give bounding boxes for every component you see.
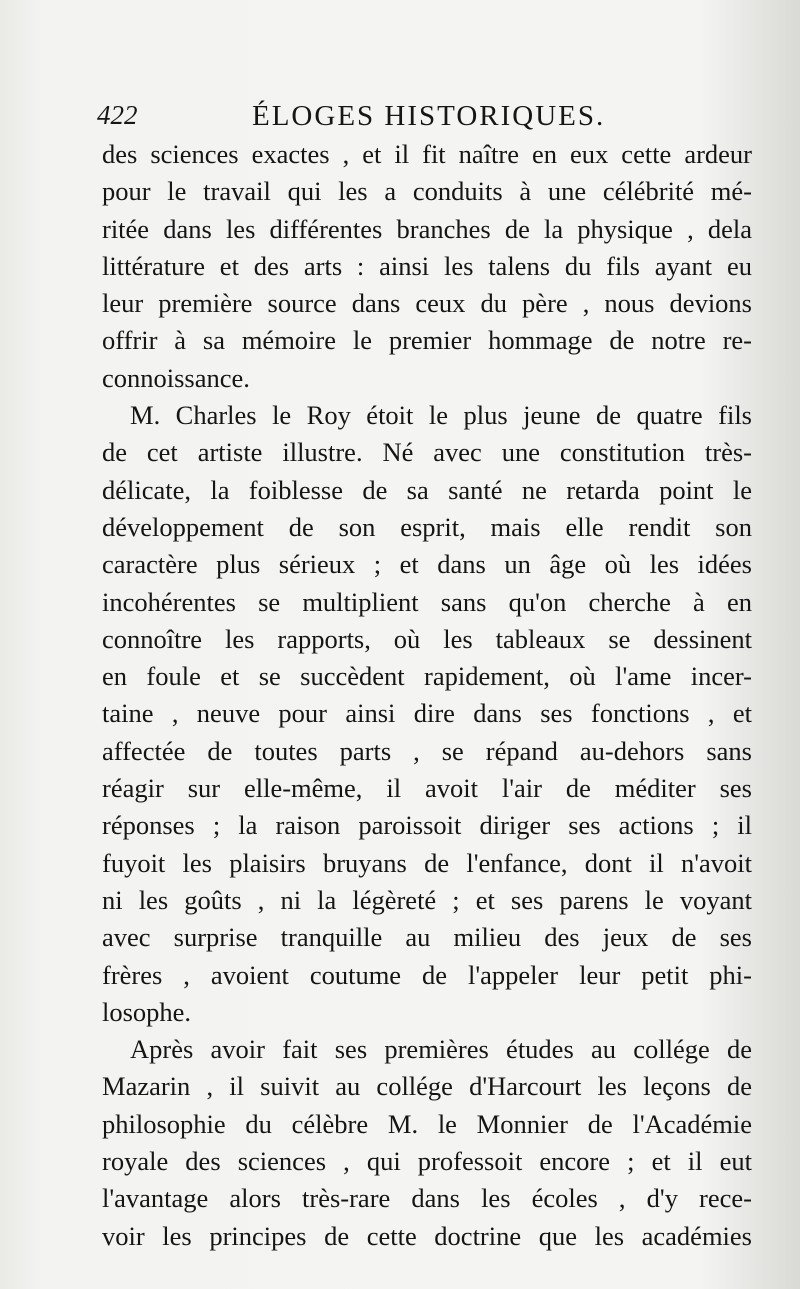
page-header [97, 92, 757, 138]
text-line: voir les principes de cette doctrine que les académies [102, 1220, 752, 1251]
text-line: affectée de toutes parts , se répand au-dehors sans [102, 735, 752, 766]
text-line: ni les goûts , ni la légèreté ; et ses parens le voyant [102, 884, 752, 915]
text-line: leur première source dans ceux du père , nous devions [102, 288, 752, 319]
body-text [102, 136, 752, 1256]
text-line: philosophie du célèbre M. le Monnier de l'Académie [102, 1108, 752, 1139]
text-line: développement de son esprit, mais elle rendit son [102, 511, 752, 542]
text-line: incohérentes se multiplient sans qu'on cherche à en [102, 586, 752, 617]
text-line: frères , avoient coutume de l'appeler leur petit phi- [102, 959, 752, 990]
text-line: des sciences exactes , et il fit naître en eux cette ardeur [102, 139, 752, 169]
text-line: réagir sur elle-même, il avoit l'air de méditer ses [102, 773, 752, 804]
text-line: de cet artiste illustre. Né avec une constitution très- [102, 437, 752, 468]
text-line: royale des sciences , qui professoit encore ; et il eut [102, 1146, 752, 1177]
text-line: Après avoir fait ses premières études au collége de [130, 1034, 752, 1065]
text-line: caractère plus sérieux ; et dans un âge où les idées [102, 549, 752, 580]
text-line: fuyoit les plaisirs bruyans de l'enfance, dont il n'avoit [102, 847, 752, 878]
paragraph-studies [102, 1031, 752, 1255]
paragraph-continued [102, 136, 752, 397]
text-line: connoître les rapports, où les tableaux se dessinent [102, 623, 752, 654]
text-line: offrir à sa mémoire le premier hommage de notre re- [102, 325, 752, 356]
text-line: en foule et se succèdent rapidement, où l'ame incer- [102, 661, 752, 692]
text-line: Mazarin , il suivit au collége d'Harcourt les leçons de [102, 1071, 752, 1102]
text-line: délicate, la foiblesse de sa santé ne retarda point le [102, 474, 752, 505]
text-line: littérature et des arts : ainsi les talens du fils ayant eu [102, 250, 752, 281]
text-line: taine , neuve pour ainsi dire dans ses fonctions , et [102, 698, 752, 729]
page-number: 422 [97, 100, 138, 130]
text-line: réponses ; la raison paroissoit diriger ses actions ; il [102, 810, 752, 841]
text-line: l'avantage alors très-rare dans les écoles , d'y rece- [102, 1183, 752, 1214]
text-line: M. Charles le Roy étoit le plus jeune de quatre fils [130, 400, 752, 431]
text-line: pour le travail qui les a conduits à une célébrité mé- [102, 176, 752, 207]
text-line: connoissance. [102, 362, 250, 393]
running-head: ÉLOGES HISTORIQUES. [252, 100, 606, 132]
text-line: losophe. [102, 996, 192, 1027]
text-line: avec surprise tranquille au milieu des jeux de ses [102, 922, 752, 953]
text-line: ritée dans les différentes branches de la physique , dela [102, 213, 752, 244]
paragraph-charles-le-roy [102, 397, 752, 1031]
